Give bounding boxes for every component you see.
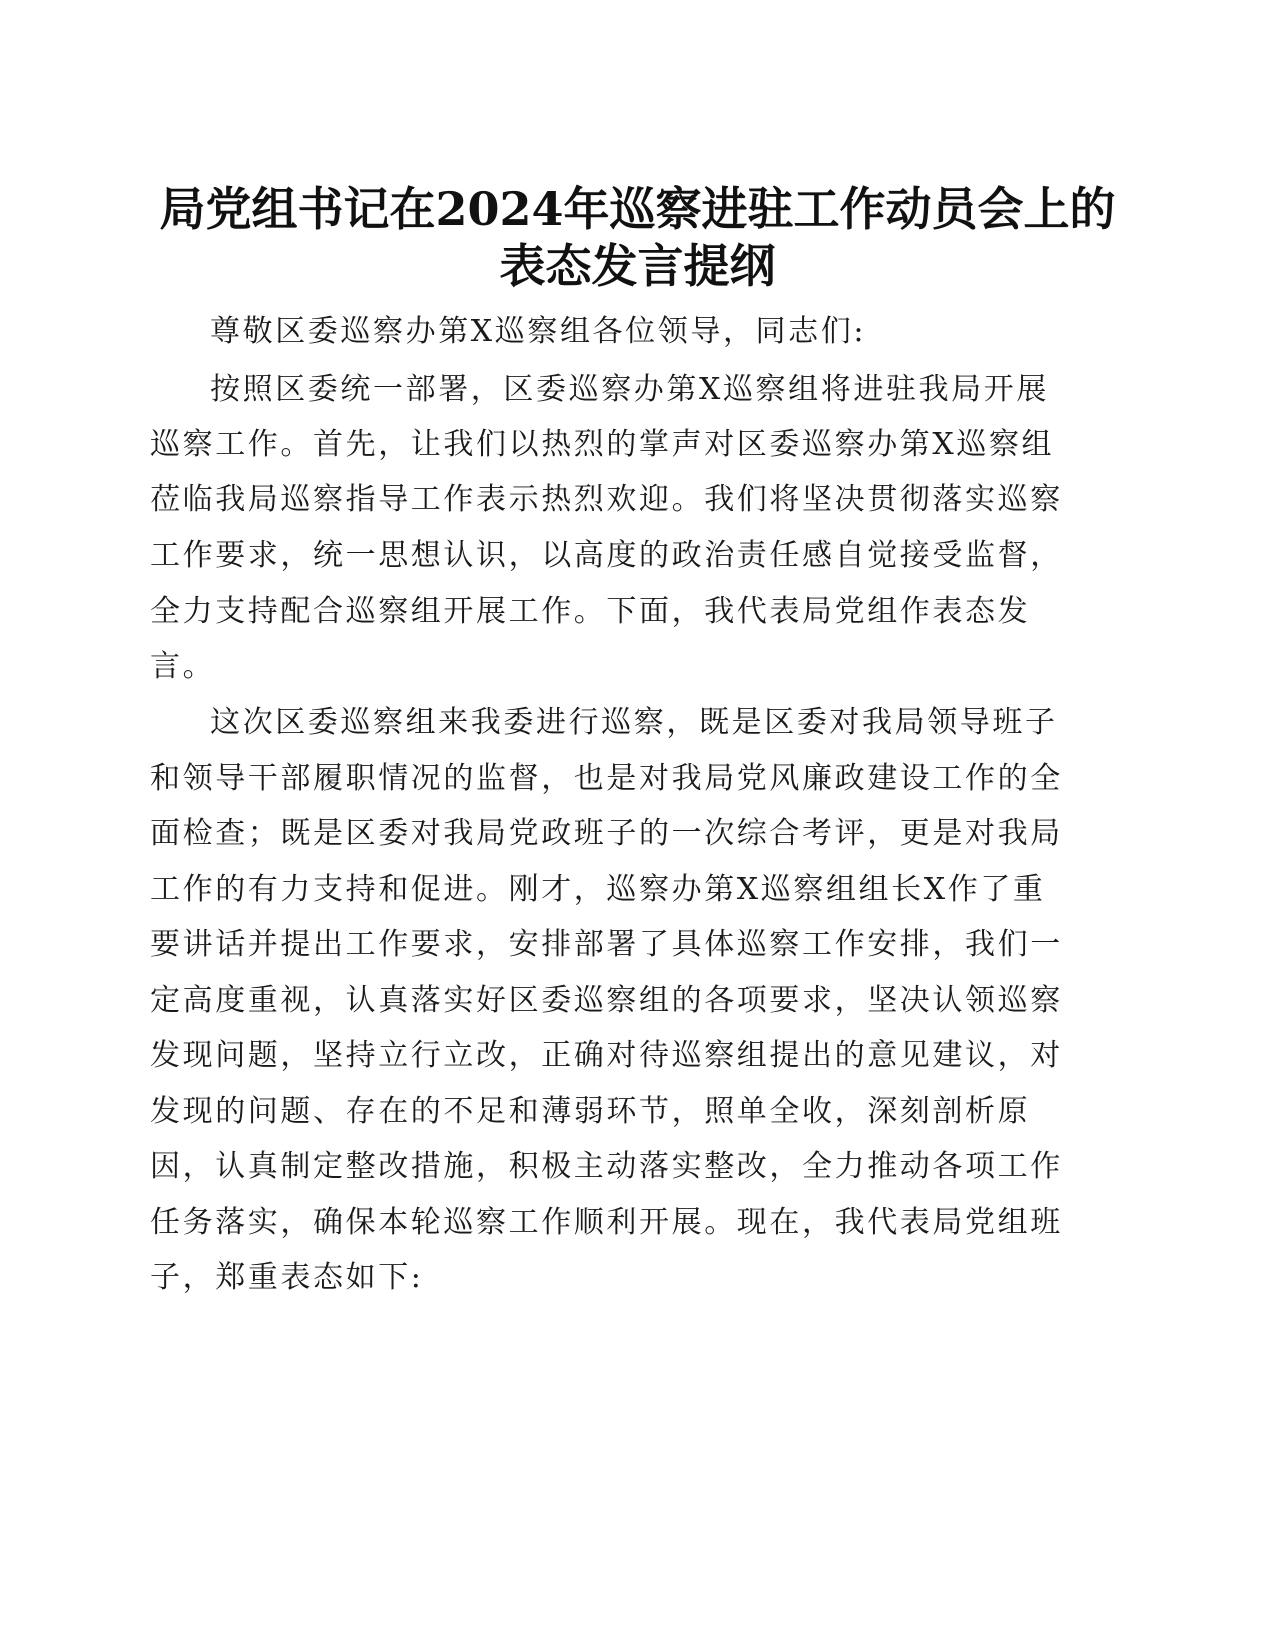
paragraph-1-line-5: 全力支持配合巡察组开展工作。下面，我代表局党组作表态发 bbox=[150, 594, 1031, 629]
paragraph-2-line-6: 定高度重视，认真落实好区委巡察组的各项要求，坚决认领巡察 bbox=[150, 983, 1063, 1018]
paragraph-2-line-11: 子，郑重表态如下: bbox=[150, 1260, 424, 1295]
paragraph-1-line-2: 巡察工作。首先，让我们以热烈的掌声对区委巡察办第X巡察组 bbox=[150, 427, 1055, 462]
paragraph-2-line-2: 和领导干部履职情况的监督，也是对我局党风廉政建设工作的全 bbox=[150, 761, 1063, 796]
paragraph-2-line-1: 这次区委巡察组来我委进行巡察，既是区委对我局领导班子 bbox=[210, 705, 1058, 740]
paragraph-2-line-10: 任务落实，确保本轮巡察工作顺利开展。现在，我代表局党组班 bbox=[150, 1205, 1063, 1240]
salutation-line: 尊敬区委巡察办第X巡察组各位领导，同志们: bbox=[210, 314, 867, 349]
paragraph-2-line-7: 发现问题，坚持立行立改，正确对待巡察组提出的意见建议，对 bbox=[150, 1038, 1063, 1073]
paragraph-1-line-6: 言。 bbox=[150, 649, 216, 684]
paragraph-2-line-4: 工作的有力支持和促进。刚才，巡察办第X巡察组组长X作了重 bbox=[150, 872, 1046, 907]
paragraph-2-line-8: 发现的问题、存在的不足和薄弱环节，照单全收，深刻剖析原 bbox=[150, 1094, 1031, 1129]
paragraph-1-line-1: 按照区委统一部署，区委巡察办第X巡察组将进驻我局开展 bbox=[210, 372, 1049, 407]
paragraph-2-line-3: 面检查；既是区委对我局党政班子的一次综合考评，更是对我局 bbox=[150, 816, 1063, 851]
document-title-line-1: 局党组书记在2024年巡察进驻工作动员会上的 bbox=[159, 182, 1116, 236]
document-title-line-2: 表态发言提纲 bbox=[499, 239, 776, 293]
paragraph-2-line-5: 要讲话并提出工作要求，安排部署了具体巡察工作安排，我们一 bbox=[150, 927, 1063, 962]
paragraph-2-line-9: 因，认真制定整改措施，积极主动落实整改，全力推动各项工作 bbox=[150, 1149, 1063, 1184]
paragraph-1-line-3: 莅临我局巡察指导工作表示热烈欢迎。我们将坚决贯彻落实巡察 bbox=[150, 482, 1063, 517]
paragraph-1-line-4: 工作要求，统一思想认识，以高度的政治责任感自觉接受监督， bbox=[150, 538, 1063, 573]
